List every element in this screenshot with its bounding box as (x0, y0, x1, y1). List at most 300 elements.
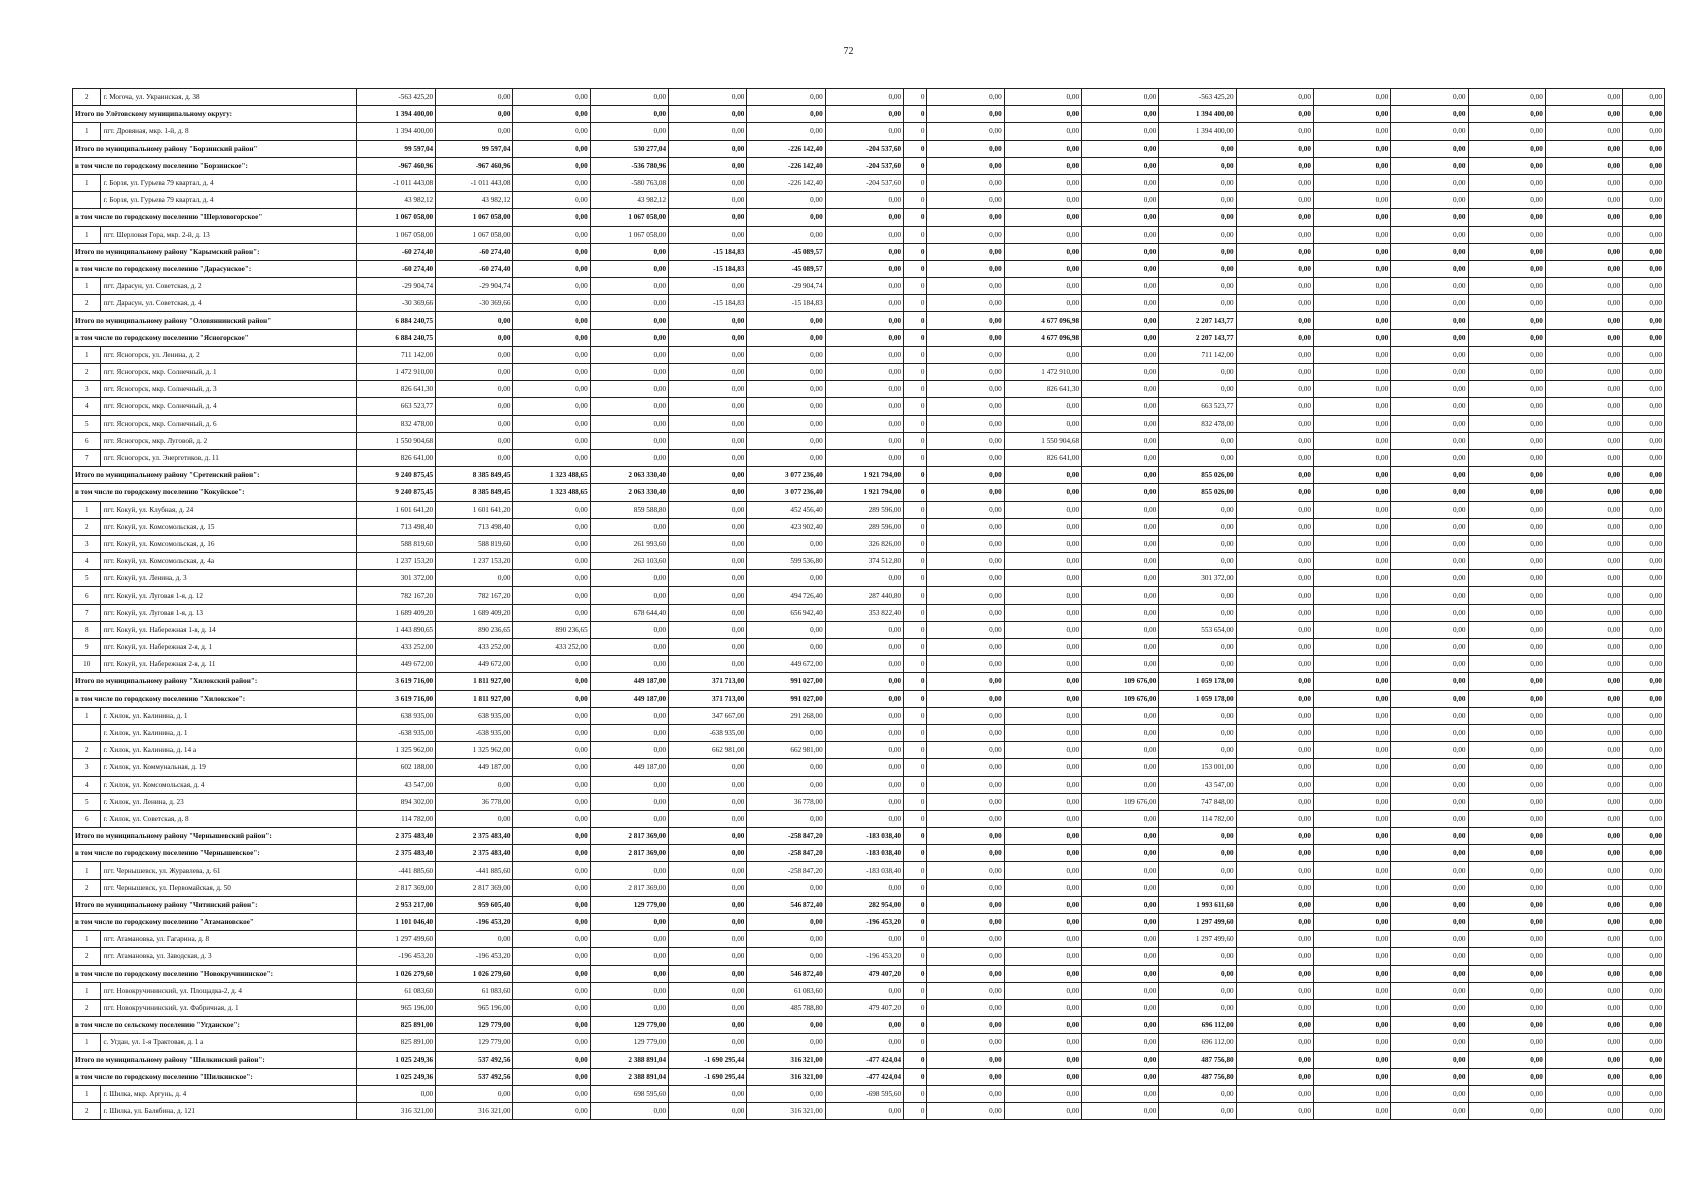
value-cell: 449 672,00 (747, 656, 825, 673)
value-cell: 43 982,12 (590, 192, 668, 209)
value-cell: 0,00 (1082, 106, 1159, 123)
value-cell: 663 523,77 (356, 398, 435, 415)
value-cell: 0,00 (825, 793, 903, 810)
row-number: 2 (73, 742, 101, 759)
value-cell: 0,00 (590, 982, 668, 999)
value-cell: 0,00 (1236, 329, 1313, 346)
value-cell: -967 460,96 (356, 157, 435, 174)
table-row (73, 295, 1665, 312)
value-cell: 0,00 (513, 364, 590, 381)
value-cell: 0,00 (590, 707, 668, 724)
value-cell: 449 187,00 (590, 673, 668, 690)
value-cell: 0,00 (1545, 810, 1622, 827)
value-cell: 0,00 (927, 432, 1004, 449)
value-cell: 0,00 (513, 1103, 590, 1120)
value-cell: 0,00 (1313, 174, 1390, 191)
value-cell: 0 (904, 896, 927, 913)
value-cell: 0,00 (825, 742, 903, 759)
value-cell: 0,00 (1391, 346, 1468, 363)
value-cell: 0,00 (747, 106, 825, 123)
row-name: Итого по муниципальному району "Хилокский район": (73, 673, 357, 690)
value-cell: 0,00 (1313, 707, 1390, 724)
value-cell: 1 067 058,00 (436, 226, 513, 243)
value-cell: 2 817 369,00 (356, 879, 435, 896)
value-cell: 0 (904, 260, 927, 277)
value-cell: -226 142,40 (747, 174, 825, 191)
value-cell: 0,00 (436, 931, 513, 948)
value-cell: 0 (904, 364, 927, 381)
value-cell: 479 407,20 (825, 999, 903, 1016)
value-cell: 0,00 (1004, 879, 1081, 896)
value-cell: 0,00 (1468, 518, 1545, 535)
value-cell: 0,00 (1468, 639, 1545, 656)
value-cell: 0,00 (1623, 329, 1665, 346)
value-cell: 0,00 (1236, 518, 1313, 535)
value-cell: 153 001,00 (1159, 759, 1236, 776)
value-cell: 0,00 (669, 553, 747, 570)
value-cell: 0 (904, 346, 927, 363)
value-cell: 0 (904, 535, 927, 552)
value-cell: 0,00 (1313, 862, 1390, 879)
table-row (73, 587, 1665, 604)
value-cell: 0 (904, 106, 927, 123)
row-address: с. Угдан, ул. 1-я Трактовая, д. 1 а (101, 1034, 356, 1051)
value-cell: 0,00 (927, 501, 1004, 518)
value-cell: 0 (904, 587, 927, 604)
value-cell: 0,00 (1468, 1017, 1545, 1034)
value-cell: 0,00 (1004, 656, 1081, 673)
value-cell: 0,00 (1313, 742, 1390, 759)
value-cell: 0,00 (1545, 295, 1622, 312)
value-cell: 0,00 (590, 570, 668, 587)
value-cell: 0,00 (1313, 415, 1390, 432)
value-cell: 0,00 (1545, 742, 1622, 759)
value-cell: 0,00 (927, 707, 1004, 724)
value-cell: 0,00 (1082, 415, 1159, 432)
value-cell: 0,00 (669, 174, 747, 191)
value-cell: 0 (904, 862, 927, 879)
value-cell: 0,00 (1082, 1085, 1159, 1102)
value-cell: 0,00 (669, 896, 747, 913)
value-cell: 0,00 (1468, 192, 1545, 209)
value-cell: 0,00 (927, 260, 1004, 277)
value-cell: 0,00 (927, 570, 1004, 587)
value-cell: 0,00 (825, 1034, 903, 1051)
value-cell: 6 884 240,75 (356, 329, 435, 346)
value-cell: 0,00 (1159, 724, 1236, 741)
value-cell: 0,00 (1082, 948, 1159, 965)
value-cell: 0,00 (1004, 157, 1081, 174)
row-address: г. Могоча, ул. Украинская, д. 38 (101, 89, 356, 106)
value-cell: 0,00 (1545, 587, 1622, 604)
value-cell: 0,00 (1545, 329, 1622, 346)
value-cell: 449 187,00 (590, 759, 668, 776)
row-number: 2 (73, 364, 101, 381)
value-cell: 0,00 (1236, 467, 1313, 484)
value-cell: 0,00 (1545, 690, 1622, 707)
value-cell: 0,00 (1159, 364, 1236, 381)
value-cell: 3 619 716,00 (356, 673, 435, 690)
value-cell: 0,00 (1082, 570, 1159, 587)
value-cell: 0,00 (1313, 948, 1390, 965)
table-row-total (73, 243, 1665, 260)
value-cell: 0,00 (1468, 759, 1545, 776)
value-cell: 0,00 (927, 467, 1004, 484)
value-cell: 2 388 891,04 (590, 1068, 668, 1085)
value-cell: 0,00 (513, 226, 590, 243)
value-cell: 0,00 (1082, 999, 1159, 1016)
value-cell: 1 025 249,36 (356, 1068, 435, 1085)
table-row-total (73, 140, 1665, 157)
value-cell: 0,00 (1236, 948, 1313, 965)
table-row (73, 278, 1665, 295)
value-cell: 0,00 (1391, 1068, 1468, 1085)
value-cell: 0,00 (747, 759, 825, 776)
value-cell: 0,00 (1236, 776, 1313, 793)
value-cell: 301 372,00 (356, 570, 435, 587)
value-cell: 0,00 (1236, 106, 1313, 123)
value-cell: 0,00 (1468, 724, 1545, 741)
value-cell: 0,00 (436, 106, 513, 123)
table-row (73, 415, 1665, 432)
value-cell: 0,00 (927, 621, 1004, 638)
value-cell: 0,00 (669, 587, 747, 604)
value-cell: 0,00 (1468, 346, 1545, 363)
value-cell: 0,00 (1623, 535, 1665, 552)
table-row-total (73, 828, 1665, 845)
value-cell: 0,00 (1545, 1068, 1622, 1085)
value-cell: 0,00 (1004, 724, 1081, 741)
value-cell: 0,00 (1391, 381, 1468, 398)
value-cell: 0,00 (1545, 501, 1622, 518)
value-cell: 0,00 (1391, 639, 1468, 656)
value-cell: 0,00 (1545, 209, 1622, 226)
value-cell: 0,00 (1545, 278, 1622, 295)
value-cell: 0,00 (590, 243, 668, 260)
value-cell: 0,00 (1623, 1017, 1665, 1034)
value-cell: 0,00 (927, 106, 1004, 123)
value-cell: 2 375 483,40 (356, 845, 435, 862)
value-cell: 479 407,20 (825, 965, 903, 982)
value-cell: 0,00 (1545, 346, 1622, 363)
value-cell: 0,00 (1391, 587, 1468, 604)
table-row-total (73, 845, 1665, 862)
value-cell: 0,00 (1236, 535, 1313, 552)
value-cell: 0,00 (1159, 999, 1236, 1016)
value-cell: 0,00 (927, 948, 1004, 965)
row-number: 9 (73, 639, 101, 656)
value-cell: 965 196,00 (436, 999, 513, 1016)
table-row (73, 999, 1665, 1016)
value-cell: 0,00 (1082, 1034, 1159, 1051)
value-cell: 0,00 (669, 810, 747, 827)
value-cell: 0,00 (669, 209, 747, 226)
value-cell: 0,00 (513, 192, 590, 209)
value-cell: 0,00 (747, 381, 825, 398)
value-cell: 0,00 (1545, 639, 1622, 656)
value-cell: 3 619 716,00 (356, 690, 435, 707)
value-cell: 0,00 (1545, 759, 1622, 776)
row-address: пгт. Кокуй, ул. Комсомольская, д. 15 (101, 518, 356, 535)
value-cell: 0,00 (590, 742, 668, 759)
value-cell: 0,00 (1391, 810, 1468, 827)
value-cell: 0,00 (927, 209, 1004, 226)
value-cell: 0,00 (1004, 982, 1081, 999)
value-cell: 0,00 (513, 587, 590, 604)
value-cell: 0,00 (1623, 810, 1665, 827)
value-cell: 1 993 611,60 (1159, 896, 1236, 913)
value-cell: 0,00 (1313, 518, 1390, 535)
value-cell: 316 321,00 (747, 1051, 825, 1068)
value-cell: 0,00 (1082, 896, 1159, 913)
value-cell: 0,00 (669, 106, 747, 123)
table-row (73, 1103, 1665, 1120)
value-cell: 0,00 (1468, 1068, 1545, 1085)
value-cell: 0,00 (927, 759, 1004, 776)
value-cell: 0,00 (1545, 106, 1622, 123)
value-cell: 0,00 (513, 810, 590, 827)
value-cell: 287 440,80 (825, 587, 903, 604)
table-row (73, 742, 1665, 759)
value-cell: 0,00 (1082, 260, 1159, 277)
value-cell: 0,00 (1468, 810, 1545, 827)
value-cell: 602 188,00 (356, 759, 435, 776)
value-cell: 0,00 (1468, 570, 1545, 587)
value-cell: -60 274,40 (436, 243, 513, 260)
value-cell: 0,00 (1082, 381, 1159, 398)
value-cell: 0,00 (1623, 1034, 1665, 1051)
row-address: пгт. Чернышевск, ул. Первомайская, д. 50 (101, 879, 356, 896)
table-row (73, 192, 1665, 209)
value-cell: -196 453,20 (825, 948, 903, 965)
value-cell: 0,00 (1545, 398, 1622, 415)
value-cell: 43 547,00 (356, 776, 435, 793)
value-cell: 656 942,40 (747, 604, 825, 621)
value-cell: 0,00 (590, 793, 668, 810)
value-cell: 0,00 (1468, 89, 1545, 106)
value-cell: 0,00 (1159, 965, 1236, 982)
report-body (73, 89, 1665, 1120)
value-cell: 0,00 (1391, 192, 1468, 209)
value-cell: 0,00 (825, 982, 903, 999)
value-cell: 0,00 (825, 570, 903, 587)
value-cell: 0,00 (1313, 312, 1390, 329)
value-cell: 0,00 (1313, 432, 1390, 449)
value-cell: 0,00 (1004, 535, 1081, 552)
value-cell: 0,00 (1159, 140, 1236, 157)
value-cell: 0,00 (825, 192, 903, 209)
value-cell: 0,00 (1313, 1017, 1390, 1034)
value-cell: 0,00 (1623, 398, 1665, 415)
value-cell: 0,00 (1468, 742, 1545, 759)
value-cell: 0,00 (927, 89, 1004, 106)
value-cell: 0,00 (1159, 742, 1236, 759)
value-cell: 0,00 (1545, 570, 1622, 587)
value-cell: 0,00 (1159, 948, 1236, 965)
value-cell: 0,00 (1468, 656, 1545, 673)
value-cell: 0,00 (1004, 209, 1081, 226)
value-cell: 0,00 (1236, 793, 1313, 810)
value-cell: 0,00 (1545, 982, 1622, 999)
value-cell: 0,00 (1545, 776, 1622, 793)
value-cell: 0,00 (436, 1085, 513, 1102)
value-cell: 0,00 (1004, 1017, 1081, 1034)
table-row-total (73, 260, 1665, 277)
value-cell: 0,00 (1082, 810, 1159, 827)
value-cell: 0,00 (1545, 518, 1622, 535)
value-cell: 0 (904, 931, 927, 948)
value-cell: 0,00 (747, 535, 825, 552)
value-cell: 0,00 (1545, 1017, 1622, 1034)
value-cell: 0,00 (590, 724, 668, 741)
value-cell: 0,00 (1391, 1034, 1468, 1051)
value-cell: 0,00 (1468, 278, 1545, 295)
value-cell: 0,00 (1004, 192, 1081, 209)
value-cell: 0,00 (1468, 1051, 1545, 1068)
value-cell: 0,00 (927, 879, 1004, 896)
row-address: пгт. Дровяная, мкр. 1-й, д. 8 (101, 123, 356, 140)
value-cell: 0,00 (1159, 1103, 1236, 1120)
value-cell: 0,00 (1623, 174, 1665, 191)
value-cell: 0,00 (1623, 123, 1665, 140)
value-cell: 1 067 058,00 (436, 209, 513, 226)
value-cell: 894 302,00 (356, 793, 435, 810)
value-cell: 0,00 (747, 1017, 825, 1034)
value-cell: 0,00 (1159, 828, 1236, 845)
value-cell: -60 274,40 (356, 260, 435, 277)
value-cell: 0,00 (669, 948, 747, 965)
value-cell: 0,00 (590, 587, 668, 604)
value-cell: 0,00 (1313, 690, 1390, 707)
value-cell: 0,00 (1004, 89, 1081, 106)
table-row (73, 776, 1665, 793)
value-cell: 0,00 (927, 810, 1004, 827)
value-cell: 0,00 (1623, 845, 1665, 862)
value-cell: 0,00 (590, 278, 668, 295)
value-cell: 0,00 (927, 140, 1004, 157)
value-cell: 0,00 (1313, 381, 1390, 398)
row-number: 8 (73, 621, 101, 638)
value-cell: 0,00 (1468, 914, 1545, 931)
row-number: 6 (73, 587, 101, 604)
row-address: г. Борзя, ул. Гурьева 79 квартал, д. 4 (101, 174, 356, 191)
value-cell: 0,00 (1159, 295, 1236, 312)
value-cell: 0,00 (513, 329, 590, 346)
value-cell: 696 112,00 (1159, 1034, 1236, 1051)
row-number: 1 (73, 226, 101, 243)
value-cell: 0,00 (590, 260, 668, 277)
value-cell: 0,00 (1236, 398, 1313, 415)
row-name: в том числе по городскому поселению "Кокуйское": (73, 484, 357, 501)
value-cell: 43 982,12 (436, 192, 513, 209)
value-cell: 0,00 (513, 570, 590, 587)
value-cell: 0,00 (1004, 260, 1081, 277)
value-cell: 0,00 (927, 656, 1004, 673)
value-cell: 0,00 (1082, 535, 1159, 552)
value-cell: 0,00 (927, 776, 1004, 793)
value-cell: 0,00 (927, 914, 1004, 931)
value-cell: 0,00 (1391, 553, 1468, 570)
row-address: пгт. Ясногорск, мкр. Солнечный, д. 1 (101, 364, 356, 381)
value-cell: 0,00 (1236, 845, 1313, 862)
value-cell: 0,00 (1468, 793, 1545, 810)
value-cell: 0,00 (1313, 570, 1390, 587)
value-cell: 855 026,00 (1159, 484, 1236, 501)
value-cell: 0,00 (1082, 828, 1159, 845)
value-cell: 0,00 (747, 192, 825, 209)
value-cell: 0,00 (825, 398, 903, 415)
value-cell: 0,00 (1468, 828, 1545, 845)
value-cell: 991 027,00 (747, 673, 825, 690)
value-cell: 301 372,00 (1159, 570, 1236, 587)
value-cell: 826 641,30 (1004, 381, 1081, 398)
value-cell: 0,00 (513, 415, 590, 432)
value-cell: 0,00 (513, 965, 590, 982)
value-cell: -258 847,20 (747, 845, 825, 862)
table-row-total (73, 1051, 1665, 1068)
value-cell: 0,00 (927, 982, 1004, 999)
value-cell: 1 472 910,00 (356, 364, 435, 381)
value-cell: 0,00 (1082, 776, 1159, 793)
value-cell: 0,00 (1236, 879, 1313, 896)
row-name: Итого по Улётовскому муниципальному округу: (73, 106, 357, 123)
value-cell: 0 (904, 1085, 927, 1102)
value-cell: 0 (904, 673, 927, 690)
value-cell: 0,00 (1236, 174, 1313, 191)
value-cell: 826 641,00 (1004, 449, 1081, 466)
value-cell: 0,00 (1313, 776, 1390, 793)
value-cell: 0,00 (1468, 312, 1545, 329)
value-cell: 0,00 (927, 1103, 1004, 1120)
value-cell: 0,00 (927, 1068, 1004, 1085)
value-cell: 0,00 (1545, 89, 1622, 106)
value-cell: 0,00 (1468, 467, 1545, 484)
value-cell: 0,00 (1082, 278, 1159, 295)
row-address: г. Хилок, ул. Калинина, д. 1 (101, 707, 356, 724)
value-cell: -258 847,20 (747, 828, 825, 845)
value-cell: 0 (904, 656, 927, 673)
value-cell: 0,00 (590, 415, 668, 432)
value-cell: 1 025 249,36 (356, 1051, 435, 1068)
row-address: пгт. Ясногорск, мкр. Солнечный, д. 4 (101, 398, 356, 415)
value-cell: 0,00 (1004, 828, 1081, 845)
page-number: 72 (843, 46, 854, 57)
value-cell: 1 443 890,65 (356, 621, 435, 638)
value-cell: 0,00 (590, 965, 668, 982)
value-cell: -477 424,04 (825, 1068, 903, 1085)
value-cell: 0,00 (927, 724, 1004, 741)
value-cell: 0,00 (1468, 845, 1545, 862)
value-cell: 1 067 058,00 (356, 226, 435, 243)
value-cell: 0,00 (1545, 1085, 1622, 1102)
row-number (73, 192, 101, 209)
value-cell: 0,00 (513, 724, 590, 741)
value-cell: 0,00 (1623, 639, 1665, 656)
value-cell: 0,00 (1236, 346, 1313, 363)
value-cell: 0,00 (513, 278, 590, 295)
value-cell: 0,00 (1159, 862, 1236, 879)
value-cell: 0,00 (1159, 226, 1236, 243)
value-cell: 1 394 400,00 (1159, 123, 1236, 140)
value-cell: 0,00 (513, 1034, 590, 1051)
value-cell: 0,00 (1391, 999, 1468, 1016)
value-cell: 0,00 (1313, 656, 1390, 673)
value-cell: 0,00 (669, 484, 747, 501)
table-row-total (73, 312, 1665, 329)
value-cell: 0 (904, 226, 927, 243)
value-cell: 129 779,00 (590, 896, 668, 913)
value-cell: 43 547,00 (1159, 776, 1236, 793)
